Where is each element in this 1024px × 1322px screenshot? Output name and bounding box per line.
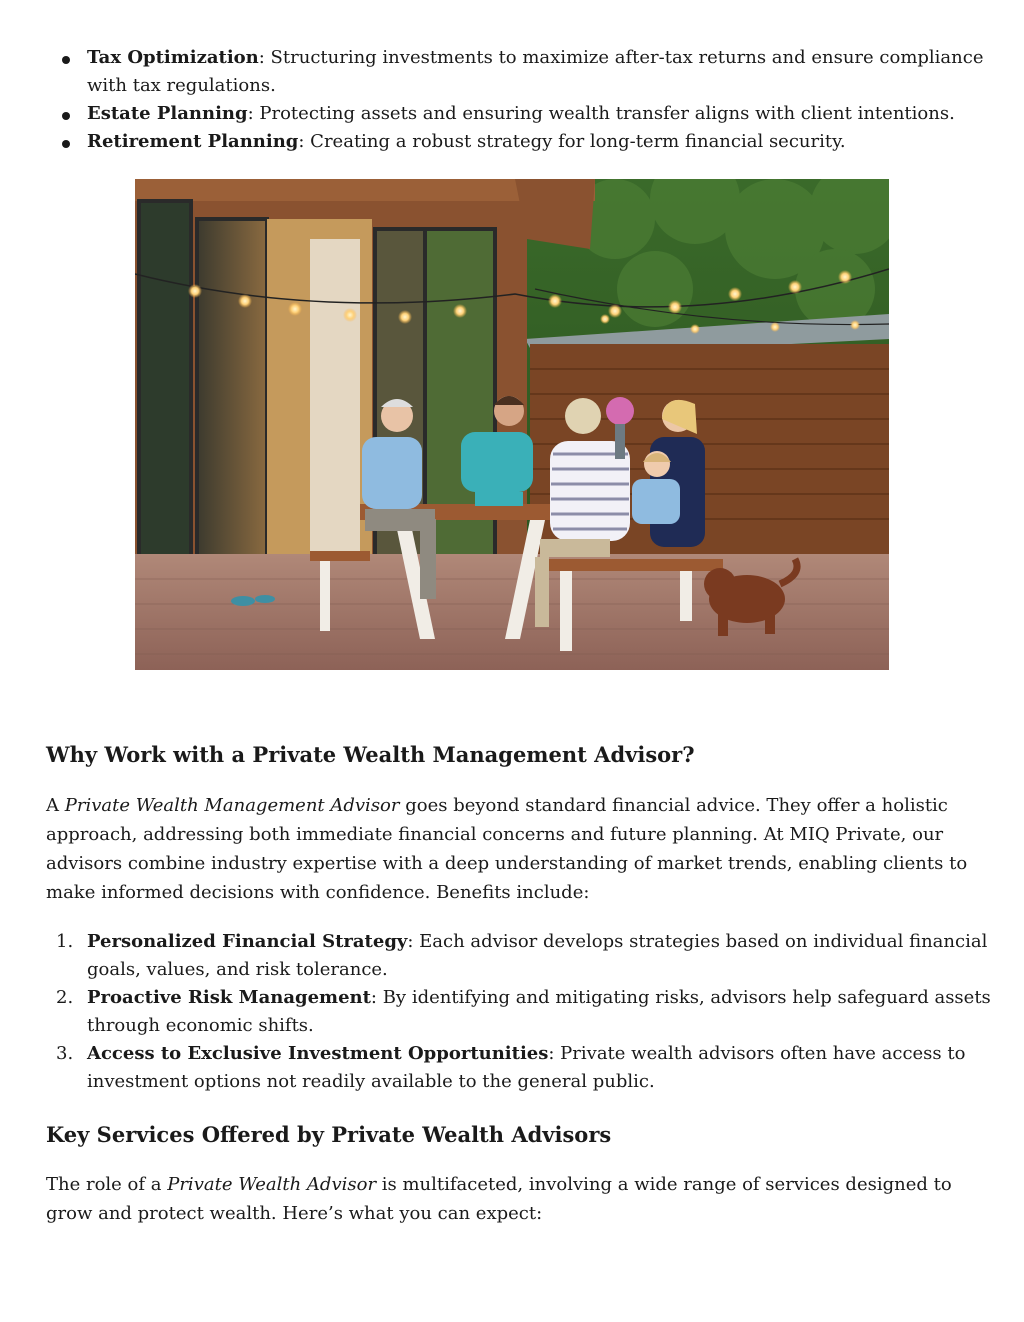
paragraph-emphasis: Private Wealth Management Advisor bbox=[64, 795, 400, 816]
list-item bbox=[56, 1040, 1022, 1096]
list-item-term: Estate Planning bbox=[87, 103, 248, 124]
list-item bbox=[87, 100, 1022, 128]
list-item bbox=[87, 128, 1022, 156]
section-paragraph-why-work bbox=[46, 791, 981, 907]
list-item bbox=[87, 44, 1022, 100]
list-item-number: 3. bbox=[56, 1043, 74, 1064]
list-item bbox=[56, 928, 1022, 984]
paragraph-emphasis: Private Wealth Advisor bbox=[167, 1174, 377, 1195]
services-bullet-list bbox=[46, 44, 1022, 156]
paragraph-text: goes beyond standard financial advice. They offer a holistic approach, addressing both immediate financial concerns and future planning. At MIQ Private, our advisors combine industry expertise with a deep understanding of market trends, enabling clients to make informed decisions with confidence. Benefits include: bbox=[46, 795, 968, 903]
paragraph-text: is multifaceted, involving a wide range of services designed to grow and protect wealth. Here’s what you can expect: bbox=[46, 1174, 952, 1224]
list-item-term: Retirement Planning bbox=[87, 131, 299, 152]
benefits-numbered-list bbox=[46, 928, 1022, 1096]
section-paragraph-key-services bbox=[46, 1170, 981, 1228]
list-item bbox=[56, 984, 1022, 1040]
list-item-text: : Structuring investments to maximize after-tax returns and ensure compliance with tax regulations. bbox=[87, 47, 984, 96]
section-heading-key-services: Key Services Offered by Private Wealth Advisors bbox=[46, 1122, 612, 1147]
list-item-text: : By identifying and mitigating risks, advisors help safeguard assets through economic shifts. bbox=[87, 987, 991, 1036]
list-item-number: 1. bbox=[56, 931, 74, 952]
list-item-number: 2. bbox=[56, 987, 74, 1008]
list-item-term: Access to Exclusive Investment Opportunities bbox=[87, 1043, 549, 1064]
list-item-text: : Private wealth advisors often have access to investment options not readily available to the general public. bbox=[87, 1043, 966, 1092]
list-item-term: Personalized Financial Strategy bbox=[87, 931, 408, 952]
section-heading-why-work: Why Work with a Private Wealth Management Advisor? bbox=[46, 742, 695, 767]
paragraph-text: A bbox=[46, 795, 65, 816]
family-patio-photo bbox=[135, 179, 889, 670]
list-item-term: Proactive Risk Management bbox=[87, 987, 371, 1008]
list-item-term: Tax Optimization bbox=[87, 47, 259, 68]
paragraph-text: The role of a bbox=[46, 1174, 168, 1195]
list-item-text: : Creating a robust strategy for long-term financial security. bbox=[298, 131, 846, 152]
list-item-text: : Protecting assets and ensuring wealth transfer aligns with client intentions. bbox=[247, 103, 955, 124]
list-item-text: : Each advisor develops strategies based on individual financial goals, values, and risk tolerance. bbox=[87, 931, 988, 980]
